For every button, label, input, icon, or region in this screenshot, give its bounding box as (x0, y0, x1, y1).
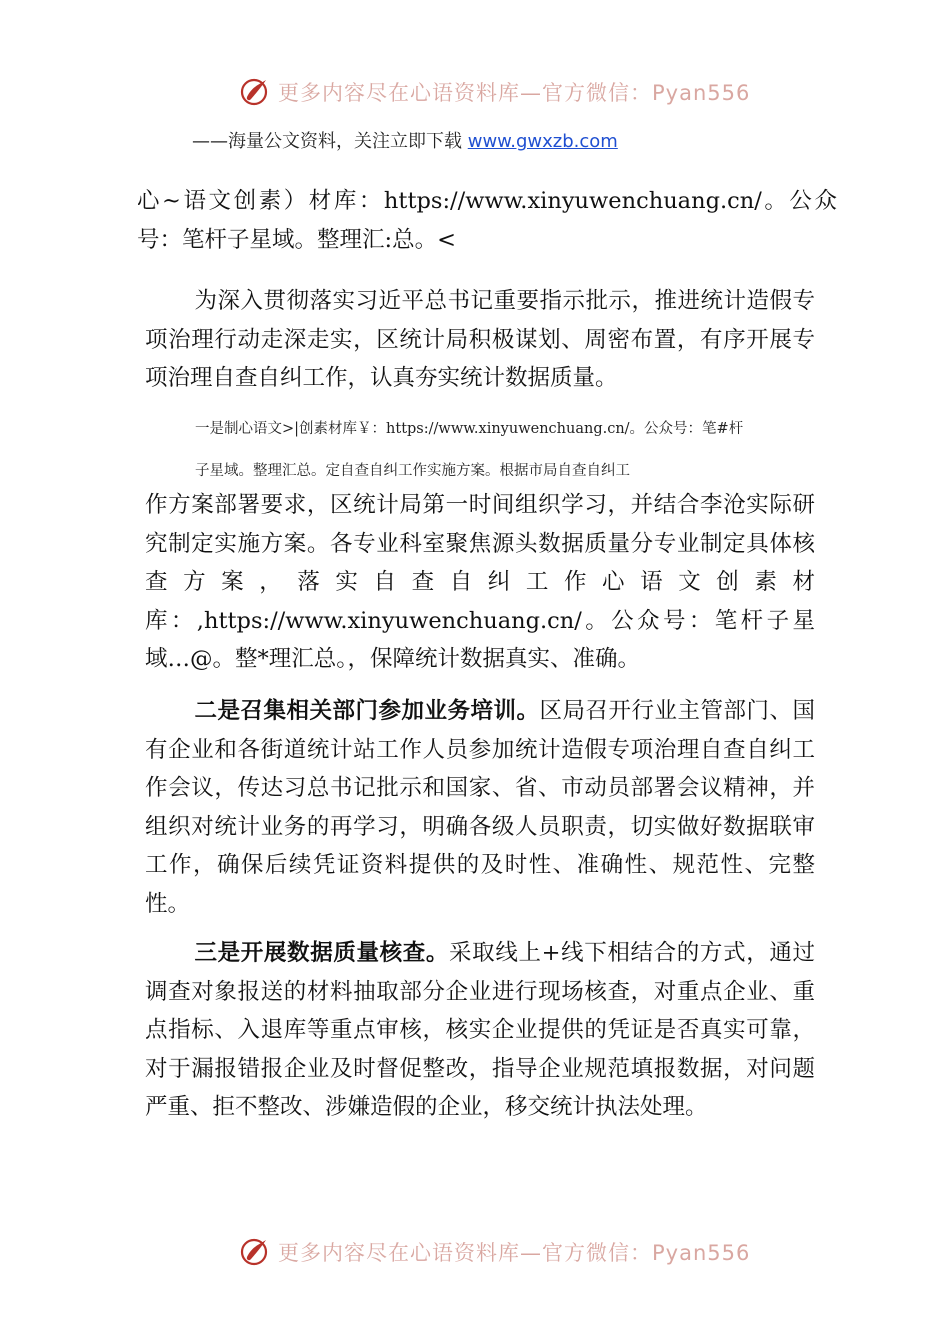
footer-banner (238, 1232, 750, 1272)
header-banner (238, 72, 750, 112)
training-text: 区局召开行业主管部门、国有企业和各街道统计站工作人员参加统计造假专项治理自查自纠工作会议，传达习总书记批示和国家、省、市动员部署会议精神，并组织对统计业务的再学习，明确各级人员职责，切实做好数据联审工作，确保后续凭证资料提供的及时性、准确性、规范性、完整性。 (145, 698, 815, 917)
verification-heading: 三是开展数据质量核查。 (194, 940, 450, 966)
intro-line: 心~语文创素）材库：https://www.xinyuwenchuang.cn/。公众号：笔杆子星域。整理汇:总。< (137, 188, 837, 253)
footer-banner-text: 更多内容尽在心语资料库—官方微信：Pyan556 (278, 1241, 751, 1265)
verification-text: 采取线上+线下相结合的方式，通过调查对象报送的材料抽取部分企业进行现场核查，对重点企业、重点指标、入退库等重点审核，核实企业提供的凭证是否真实可靠，对于漏报错报企业及时督促整改，指导企业规范填报数据，对问题严重、拒不整改、涉嫌造假的企业，移交统计执法处理。 (145, 940, 815, 1120)
paragraph-intro: 为深入贯彻落实习近平总书记重要指示批示，推进统计造假专项治理行动走深走实，区统计局积极谋划、周密布置，有序开展专项治理自查自纠工作，认真夯实统计数据质量。 (145, 288, 815, 391)
logo-icon (238, 75, 272, 109)
header-tagline (192, 127, 618, 153)
paragraph-verification (145, 934, 815, 1127)
small-text-line-1: 一是制心语文>|创素材库￥：https://www.xinyuwenchuang.cn/。公众号：笔#杆 (195, 421, 744, 437)
training-heading: 二是召集相关部门参加业务培训。 (194, 698, 540, 724)
paragraph-plan: 作方案部署要求，区统计局第一时间组织学习，并结合李沧实际研究制定实施方案。各专业科室聚焦源头数据质量分专业制定具体核查方案，落实自查自纠工作心语文创素材库：,https://www.xinyuwenchuang.cn/。公众号：笔杆子星域…@。整*理汇总。，保障统计数据真实、准确。 (145, 492, 815, 672)
tagline-text: ——海量公文资料，关注立即下载 (192, 131, 468, 152)
header-banner-text: 更多内容尽在心语资料库—官方微信：Pyan556 (278, 81, 751, 105)
website-link[interactable]: www.gwxzb.com (467, 131, 618, 152)
paragraph-training (145, 692, 815, 923)
logo-icon (238, 1235, 272, 1269)
small-text-line-2: 子星域。整理汇总。定自查自纠工作实施方案。根据市局自查自纠工 (195, 463, 630, 479)
